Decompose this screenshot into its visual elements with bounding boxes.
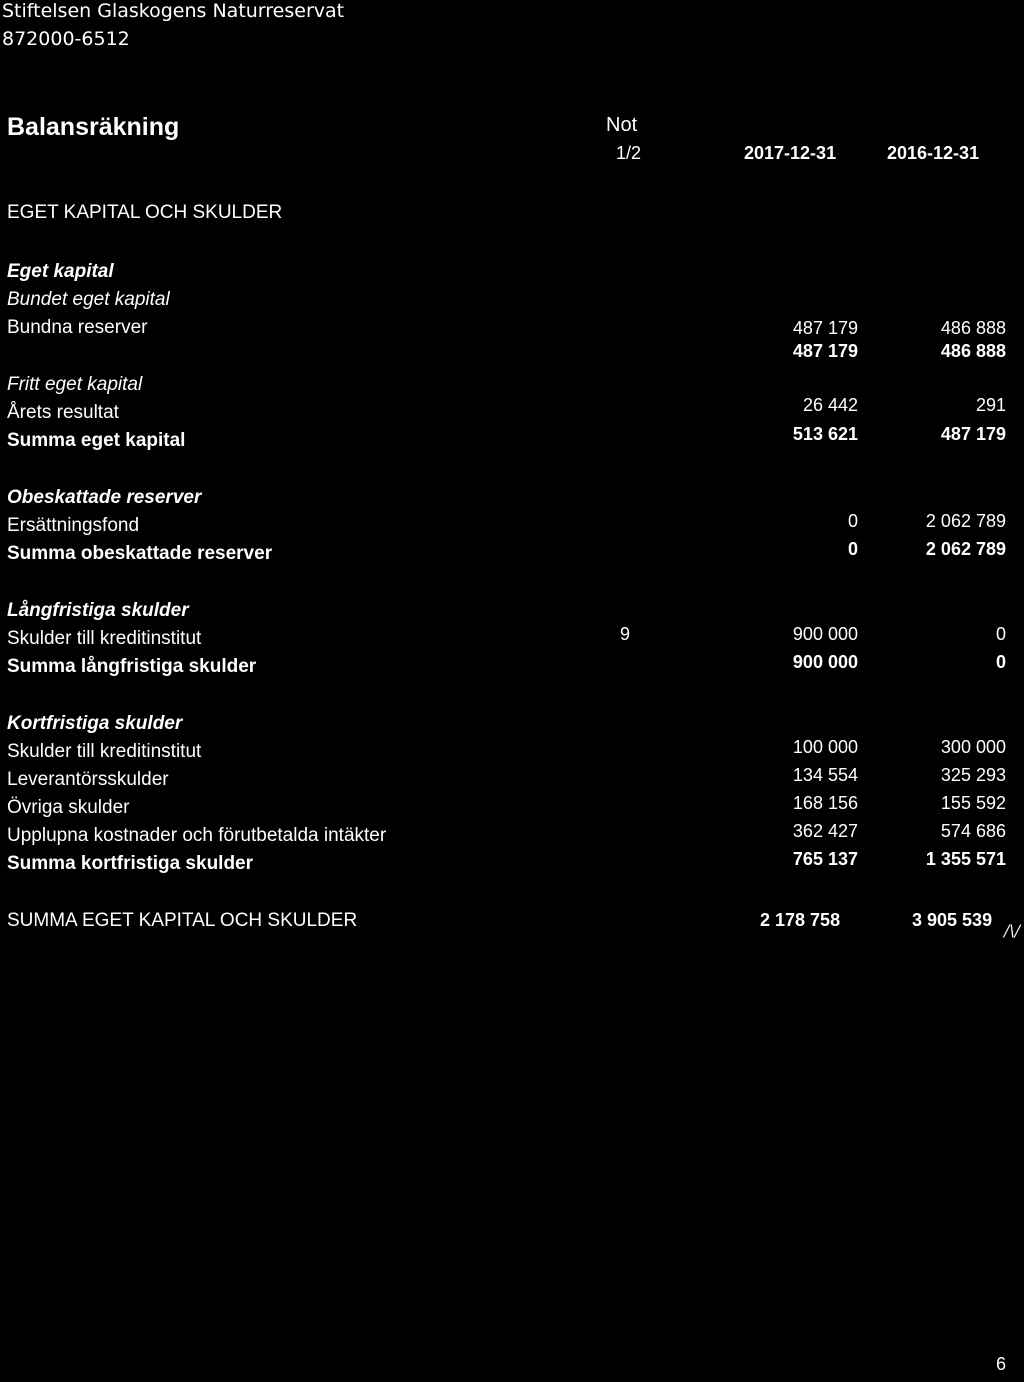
summa-kortfristiga-skulder-label: Summa kortfristiga skulder bbox=[7, 853, 254, 874]
langfristiga-kreditinstitut-note: 9 bbox=[620, 624, 631, 644]
upplupna-kostnader-label: Upplupna kostnader och förutbetalda intäkter bbox=[7, 825, 387, 846]
langfristiga-skulder-heading: Långfristiga skulder bbox=[7, 600, 189, 621]
obeskattade-reserver-heading: Obeskattade reserver bbox=[7, 487, 202, 508]
summa-obeskattade-reserver-current: 0 bbox=[847, 539, 858, 559]
bundet-eget-kapital-heading: Bundet eget kapital bbox=[7, 289, 170, 310]
bundet-subtotal-current: 487 179 bbox=[792, 341, 858, 361]
bundna-reserver-previous: 486 888 bbox=[940, 318, 1006, 338]
section-title: EGET KAPITAL OCH SKULDER bbox=[7, 202, 283, 223]
ovriga-skulder-previous: 155 592 bbox=[940, 793, 1006, 813]
ersattningsfond-label: Ersättningsfond bbox=[7, 515, 140, 536]
upplupna-kostnader-current: 362 427 bbox=[792, 821, 858, 841]
summa-eget-kapital-label: Summa eget kapital bbox=[7, 430, 186, 451]
note-column-header: Not bbox=[606, 114, 638, 136]
column-header-current: 2017-12-31 bbox=[744, 143, 837, 163]
grand-total-current: 2 178 758 bbox=[760, 910, 841, 930]
summa-obeskattade-reserver-previous: 2 062 789 bbox=[925, 539, 1006, 559]
organization-name: Stiftelsen Glaskogens Naturreservat bbox=[2, 0, 345, 22]
ovriga-skulder-current: 168 156 bbox=[792, 793, 858, 813]
leverantorsskulder-current: 134 554 bbox=[792, 765, 858, 785]
langfristiga-kreditinstitut-current: 900 000 bbox=[792, 624, 858, 644]
ersattningsfond-current: 0 bbox=[847, 511, 858, 531]
grand-total-label: SUMMA EGET KAPITAL OCH SKULDER bbox=[7, 910, 358, 931]
summa-eget-kapital-current: 513 621 bbox=[792, 424, 858, 444]
kortfristiga-skulder-heading: Kortfristiga skulder bbox=[7, 713, 183, 734]
leverantorsskulder-previous: 325 293 bbox=[940, 765, 1006, 785]
langfristiga-kreditinstitut-label: Skulder till kreditinstitut bbox=[7, 628, 202, 649]
organization-number: 872000-6512 bbox=[2, 28, 130, 50]
kortfristiga-kreditinstitut-previous: 300 000 bbox=[940, 737, 1006, 757]
bundna-reserver-current: 487 179 bbox=[792, 318, 858, 338]
arets-resultat-current: 26 442 bbox=[802, 395, 858, 415]
summa-langfristiga-skulder-previous: 0 bbox=[995, 652, 1006, 672]
arets-resultat-label: Årets resultat bbox=[7, 402, 119, 423]
summa-kortfristiga-skulder-current: 765 137 bbox=[792, 849, 858, 869]
summa-langfristiga-skulder-label: Summa långfristiga skulder bbox=[7, 656, 257, 677]
bundet-subtotal-previous: 486 888 bbox=[940, 341, 1006, 361]
page-number: 6 bbox=[996, 1354, 1007, 1374]
leverantorsskulder-label: Leverantörsskulder bbox=[7, 769, 169, 790]
kortfristiga-kreditinstitut-label: Skulder till kreditinstitut bbox=[7, 741, 202, 762]
summa-langfristiga-skulder-current: 900 000 bbox=[792, 652, 858, 672]
column-header-previous: 2016-12-31 bbox=[887, 143, 980, 163]
ovriga-skulder-label: Övriga skulder bbox=[7, 797, 130, 818]
eget-kapital-heading: Eget kapital bbox=[7, 261, 114, 282]
page-title: Balansräkning bbox=[7, 113, 180, 141]
handwritten-initials: /\/ bbox=[1004, 921, 1021, 940]
arets-resultat-previous: 291 bbox=[975, 395, 1006, 415]
summa-kortfristiga-skulder-previous: 1 355 571 bbox=[925, 849, 1006, 869]
fritt-eget-kapital-heading: Fritt eget kapital bbox=[7, 374, 143, 395]
kortfristiga-kreditinstitut-current: 100 000 bbox=[792, 737, 858, 757]
summa-eget-kapital-previous: 487 179 bbox=[940, 424, 1006, 444]
upplupna-kostnader-previous: 574 686 bbox=[940, 821, 1006, 841]
note-reference: 1/2 bbox=[616, 143, 642, 163]
bundna-reserver-label: Bundna reserver bbox=[7, 317, 148, 338]
langfristiga-kreditinstitut-previous: 0 bbox=[995, 624, 1006, 644]
grand-total-previous: 3 905 539 bbox=[912, 910, 993, 930]
summa-obeskattade-reserver-label: Summa obeskattade reserver bbox=[7, 543, 273, 564]
ersattningsfond-previous: 2 062 789 bbox=[925, 511, 1006, 531]
